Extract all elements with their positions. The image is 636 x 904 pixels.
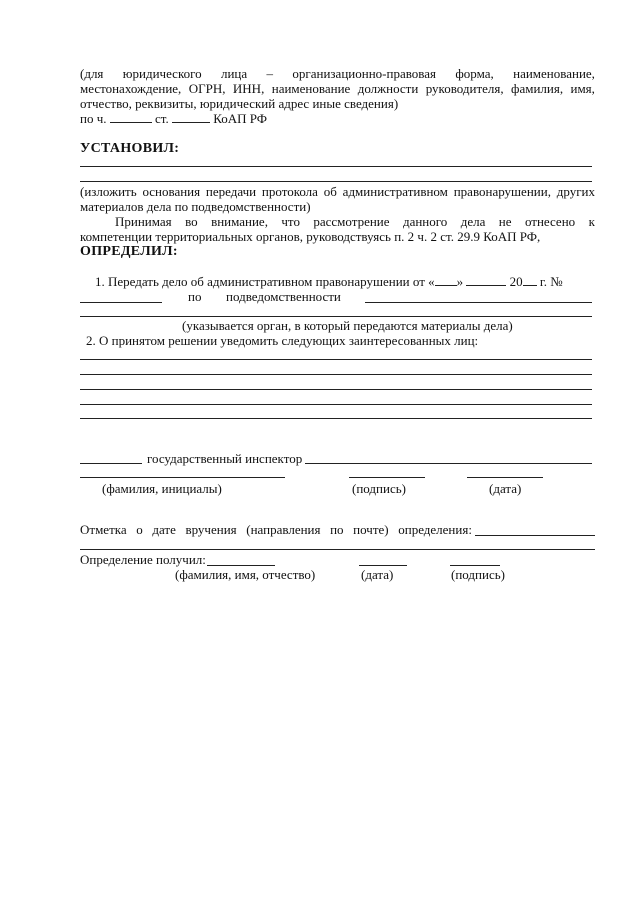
- intro-word: руководителя,: [425, 81, 504, 96]
- considering-word: во: [185, 214, 198, 229]
- article-prefix: по ч.: [80, 111, 107, 126]
- inspector-label: государственный инспектор: [147, 451, 303, 466]
- delivery-word: по: [330, 522, 344, 537]
- organ-field[interactable]: [80, 316, 592, 317]
- intro-word: (для: [80, 66, 104, 81]
- intro-word: –: [266, 66, 274, 81]
- parties-line[interactable]: [80, 374, 592, 375]
- considering-line-2: компетенции территориальных органов, руководствуясь п. 2 ч. 2 ст. 29.9 КоАП РФ,: [80, 229, 541, 244]
- item1-quote-close: »: [456, 274, 464, 289]
- signer-signature-field[interactable]: [349, 477, 425, 478]
- note-word: правонарушении,: [453, 184, 551, 199]
- part-number-field[interactable]: [110, 111, 152, 123]
- intro-word: фамилия,: [511, 81, 564, 96]
- article-suffix: КоАП РФ: [213, 111, 268, 126]
- parties-line[interactable]: [80, 359, 592, 360]
- considering-word: рассмотрение: [313, 214, 390, 229]
- receiver-signature-field[interactable]: [450, 565, 500, 566]
- intro-line-3: отчество, реквизиты, юридический адрес иные сведения): [80, 96, 399, 111]
- item1-by: по: [188, 289, 202, 304]
- inspector-name-field[interactable]: [305, 463, 592, 464]
- considering-word: дела: [460, 214, 486, 229]
- established-note-line-1: [80, 184, 595, 199]
- intro-word: форма,: [455, 66, 494, 81]
- year-field[interactable]: [523, 274, 537, 286]
- intro-word: юридического: [122, 66, 202, 81]
- intro-word: наименование: [271, 81, 351, 96]
- parties-line[interactable]: [80, 404, 592, 405]
- established-line-1[interactable]: [80, 166, 592, 167]
- receiver-date-field[interactable]: [359, 565, 407, 566]
- note-word: административном: [342, 184, 448, 199]
- delivery-word: определения:: [398, 522, 472, 537]
- intro-line-1: [80, 66, 595, 81]
- delivery-word: дате: [152, 522, 176, 537]
- established-line-2[interactable]: [80, 181, 592, 182]
- note-word: протокола: [261, 184, 318, 199]
- intro-word: организационно-правовая: [292, 66, 436, 81]
- delivery-line: [80, 522, 472, 537]
- item1-text: 1. Передать дело об административном правонарушении от «: [95, 274, 435, 289]
- signer-date-field[interactable]: [467, 477, 543, 478]
- item1-line: [95, 274, 563, 289]
- delivery-word: (направления: [246, 522, 321, 537]
- considering-word: к: [588, 214, 595, 229]
- intro-word: ОГРН,: [188, 81, 226, 96]
- intro-word: ИНН,: [232, 81, 265, 96]
- note-word: (изложить: [80, 184, 137, 199]
- established-note-line-2: материалов дела по подведомственности): [80, 199, 311, 214]
- intro-line-2: [80, 81, 595, 96]
- signer-name-field[interactable]: [80, 477, 285, 478]
- delivery-word: о: [136, 522, 143, 537]
- considering-line-1: [115, 214, 595, 229]
- note-word: основания: [142, 184, 201, 199]
- organ-note: (указывается орган, в который передаются материалы дела): [182, 318, 513, 333]
- established-heading: УСТАНОВИЛ:: [80, 141, 180, 156]
- item1-year: 20: [509, 274, 523, 289]
- intro-word: местонахождение,: [80, 81, 182, 96]
- delivery-extra-line[interactable]: [80, 549, 595, 550]
- item1-jurisdiction: подведомственности: [226, 289, 341, 304]
- receiver-sign-caption: (подпись): [451, 567, 505, 582]
- signer-name-caption: (фамилия, инициалы): [102, 481, 222, 496]
- article-number-field[interactable]: [172, 111, 210, 123]
- month-field[interactable]: [466, 274, 506, 286]
- receiver-name-caption: (фамилия, имя, отчество): [175, 567, 316, 582]
- delivery-date-field[interactable]: [475, 535, 595, 536]
- item2-text: 2. О принятом решении уведомить следующих заинтересованных лиц:: [86, 333, 479, 348]
- considering-word: Принимая: [115, 214, 172, 229]
- jurisdiction-field[interactable]: [365, 302, 592, 303]
- delivery-word: Отметка: [80, 522, 127, 537]
- considering-word: что: [281, 214, 300, 229]
- considering-word: не: [498, 214, 512, 229]
- intro-word: должности: [357, 81, 419, 96]
- considering-word: данного: [402, 214, 448, 229]
- note-word: других: [556, 184, 595, 199]
- inspector-prefix-field[interactable]: [80, 463, 142, 464]
- received-label: Определение получил:: [80, 552, 206, 567]
- case-number-field[interactable]: [80, 302, 162, 303]
- determined-heading: ОПРЕДЕЛИЛ:: [80, 244, 178, 259]
- delivery-word: почте): [353, 522, 389, 537]
- article-mid: ст.: [155, 111, 169, 126]
- parties-line[interactable]: [80, 418, 592, 419]
- article-reference: [80, 111, 267, 126]
- intro-word: лица: [220, 66, 248, 81]
- receiver-date-caption: (дата): [361, 567, 394, 582]
- item1-year-suffix: г. №: [539, 274, 563, 289]
- intro-word: имя,: [570, 81, 595, 96]
- note-word: об: [323, 184, 337, 199]
- receiver-name-field[interactable]: [207, 565, 275, 566]
- signer-sign-caption: (подпись): [352, 481, 406, 496]
- signer-date-caption: (дата): [489, 481, 522, 496]
- intro-word: наименование,: [513, 66, 595, 81]
- note-word: передачи: [205, 184, 257, 199]
- considering-word: внимание,: [211, 214, 268, 229]
- parties-line[interactable]: [80, 389, 592, 390]
- considering-word: отнесено: [524, 214, 576, 229]
- delivery-word: вручения: [185, 522, 237, 537]
- day-field[interactable]: [435, 274, 457, 286]
